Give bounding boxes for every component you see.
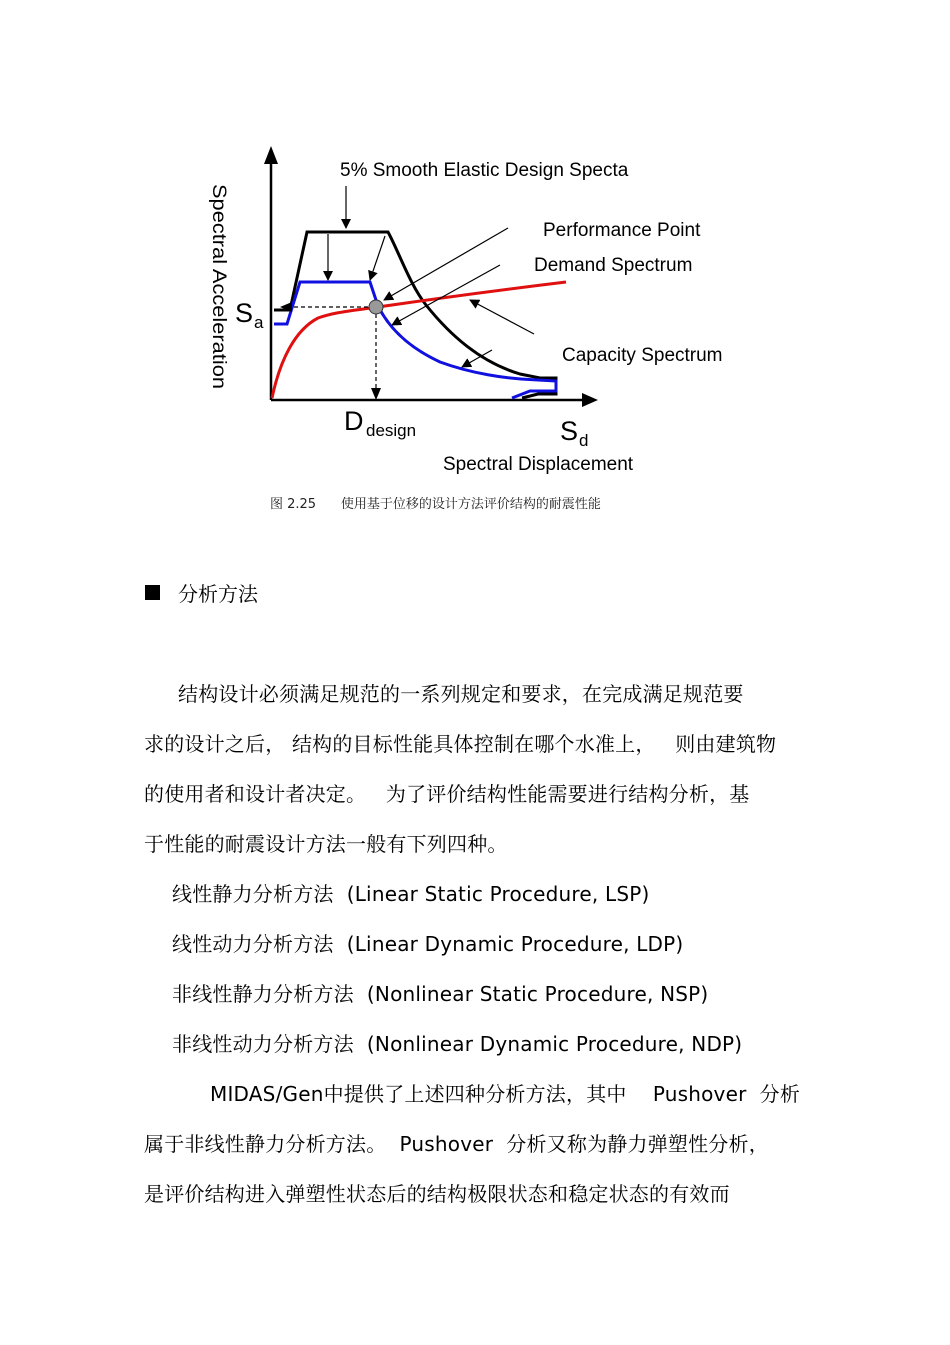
figure-caption: 图 2.25 使用基于位移的设计方法评价结构的耐震性能 xyxy=(270,497,601,512)
performance-point-marker xyxy=(369,300,383,314)
d-design-subscript: design xyxy=(366,421,417,440)
pushover-figure xyxy=(0,0,950,480)
paragraph2-line: MIDAS/Gen中提供了上述四种分析方法，其中 Pushover 分析 xyxy=(210,1082,801,1106)
method-item: 线性静力分析方法 (Linear Static Procedure, LSP) xyxy=(172,882,650,906)
capacity-spectrum-curve xyxy=(274,282,556,398)
section-title: 分析方法 xyxy=(178,582,258,606)
y-axis-arrow-icon xyxy=(264,146,278,164)
method-item: 线性动力分析方法 (Linear Dynamic Procedure, LDP) xyxy=(172,932,684,956)
section-heading xyxy=(145,578,258,607)
demand-spectrum-label: Demand Spectrum xyxy=(534,255,693,276)
paragraph-line: 于性能的耐震设计方法一般有下列四种。 xyxy=(144,832,508,856)
method-item: 非线性动力分析方法 (Nonlinear Dynamic Procedure, NDP) xyxy=(172,1032,743,1056)
capacity-pointer-arrow xyxy=(470,300,534,334)
capacity-spectrum-label: Capacity Spectrum xyxy=(562,345,723,366)
x-axis-label: Spectral Displacement xyxy=(443,454,634,475)
sa-label: S xyxy=(235,298,254,328)
black-square-icon xyxy=(145,585,160,600)
sd-subscript: d xyxy=(579,431,589,450)
y-axis-label: Spectral Acceleration xyxy=(208,184,229,363)
sa-subscript: a xyxy=(254,313,264,332)
paragraph-line: 求的设计之后， 结构的目标性能具体控制在哪个水准上， 则由建筑物 xyxy=(144,732,777,756)
paragraph2-line: 是评价结构进入弹塑性状态后的结构极限状态和稳定状态的有效而 xyxy=(144,1182,730,1206)
paragraph-line: 的使用者和设计者决定。 为了评价结构性能需要进行结构分析，基 xyxy=(144,782,750,806)
down-arrow-2 xyxy=(370,236,385,280)
figure-title: 5% Smooth Elastic Design Specta xyxy=(340,160,629,181)
sd-label: S xyxy=(560,416,579,446)
method-item: 非线性静力分析方法 (Nonlinear Static Procedure, NSP) xyxy=(172,982,709,1006)
performance-point-label: Performance Point xyxy=(543,220,701,241)
d-design-arrow-icon xyxy=(371,388,381,400)
x-axis-arrow-icon xyxy=(582,393,598,407)
paragraph-line: 结构设计必须满足规范的一系列规定和要求，在完成满足规范要 xyxy=(178,682,744,706)
paragraph2-line: 属于非线性静力分析方法。 Pushover 分析又称为静力弹塑性分析， xyxy=(144,1132,769,1156)
elastic-spectrum-curve xyxy=(274,232,556,398)
d-design-label: D xyxy=(344,406,364,436)
